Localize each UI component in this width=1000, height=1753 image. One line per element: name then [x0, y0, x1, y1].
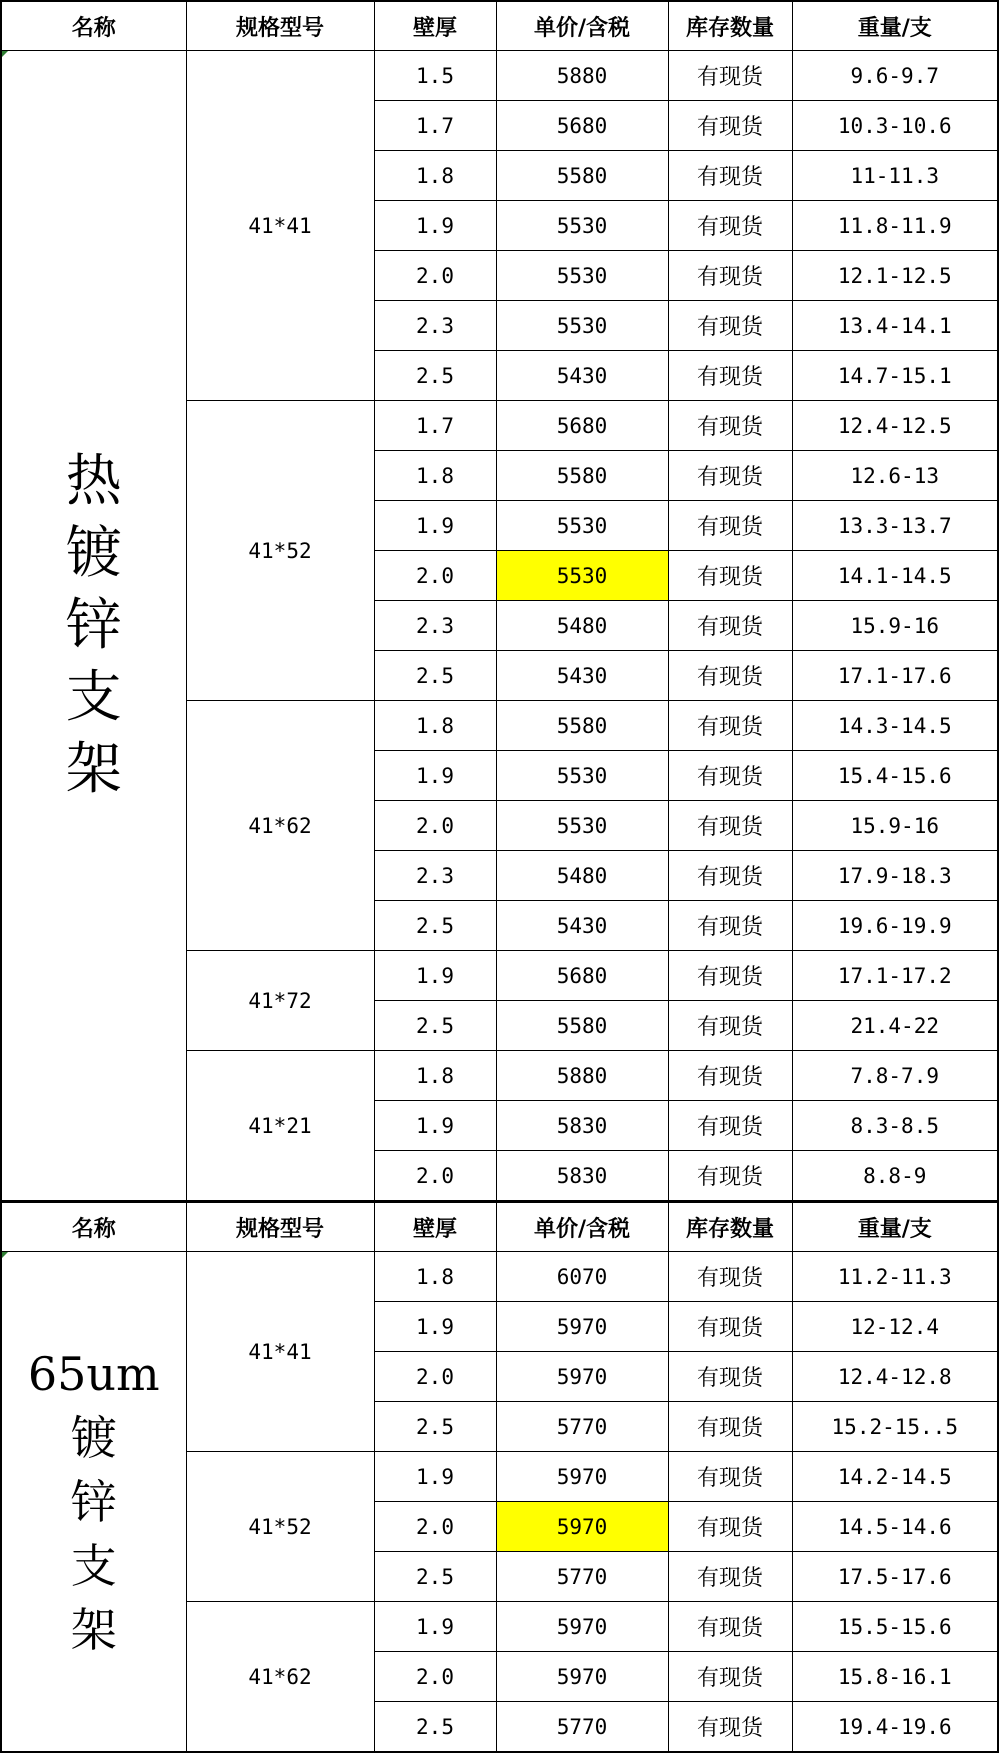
stock-cell: 有现货	[668, 301, 792, 351]
weight-cell: 9.6-9.7	[792, 51, 998, 101]
thickness-cell: 1.7	[374, 401, 496, 451]
product-name-char: 支	[65, 664, 122, 730]
price-cell: 5880	[496, 1051, 668, 1101]
stock-cell: 有现货	[668, 1702, 792, 1753]
stock-cell: 有现货	[668, 1552, 792, 1602]
price-cell: 5970	[496, 1652, 668, 1702]
weight-cell: 19.6-19.9	[792, 901, 998, 951]
weight-cell: 12.6-13	[792, 451, 998, 501]
price-cell: 5770	[496, 1552, 668, 1602]
weight-cell: 17.5-17.6	[792, 1552, 998, 1602]
header-name: 名称	[1, 1, 186, 51]
spec-cell: 41*21	[186, 1051, 374, 1202]
thickness-cell: 1.8	[374, 701, 496, 751]
header-stock: 库存数量	[668, 1, 792, 51]
thickness-cell: 2.5	[374, 1402, 496, 1452]
stock-cell: 有现货	[668, 551, 792, 601]
stock-cell: 有现货	[668, 1602, 792, 1652]
spec-cell: 41*52	[186, 401, 374, 701]
price-cell: 5970	[496, 1602, 668, 1652]
header-name: 名称	[1, 1202, 186, 1252]
price-cell: 5430	[496, 901, 668, 951]
thickness-cell: 2.0	[374, 251, 496, 301]
price-cell: 5580	[496, 1001, 668, 1051]
cell-comment-marker	[2, 1252, 8, 1258]
thickness-cell: 1.9	[374, 501, 496, 551]
weight-cell: 14.2-14.5	[792, 1452, 998, 1502]
weight-cell: 12.1-12.5	[792, 251, 998, 301]
thickness-cell: 2.3	[374, 851, 496, 901]
price-cell: 5830	[496, 1101, 668, 1151]
product-name-char: 热	[65, 448, 122, 514]
weight-cell: 17.1-17.6	[792, 651, 998, 701]
product-name-cell	[1, 51, 186, 1202]
header-price: 单价/含税	[496, 1202, 668, 1252]
stock-cell: 有现货	[668, 1001, 792, 1051]
price-cell: 5680	[496, 101, 668, 151]
thickness-cell: 2.0	[374, 1352, 496, 1402]
thickness-cell: 1.9	[374, 1302, 496, 1352]
thickness-cell: 1.9	[374, 951, 496, 1001]
weight-cell: 14.7-15.1	[792, 351, 998, 401]
thickness-cell: 1.5	[374, 51, 496, 101]
price-cell: 5580	[496, 451, 668, 501]
stock-cell: 有现货	[668, 601, 792, 651]
stock-cell: 有现货	[668, 451, 792, 501]
price-cell: 5580	[496, 701, 668, 751]
table-row	[1, 51, 998, 101]
spec-cell: 41*62	[186, 1602, 374, 1753]
stock-cell: 有现货	[668, 151, 792, 201]
price-cell: 5970	[496, 1352, 668, 1402]
price-cell: 5970	[496, 1302, 668, 1352]
header-spec: 规格型号	[186, 1202, 374, 1252]
stock-cell: 有现货	[668, 1352, 792, 1402]
weight-cell: 19.4-19.6	[792, 1702, 998, 1753]
stock-cell: 有现货	[668, 1452, 792, 1502]
stock-cell: 有现货	[668, 851, 792, 901]
weight-cell: 15.5-15.6	[792, 1602, 998, 1652]
thickness-cell: 2.5	[374, 1552, 496, 1602]
stock-cell: 有现货	[668, 351, 792, 401]
product-name-char: 65um	[27, 1346, 160, 1401]
weight-cell: 7.8-7.9	[792, 1051, 998, 1101]
thickness-cell: 2.5	[374, 901, 496, 951]
thickness-cell: 1.8	[374, 451, 496, 501]
price-cell: 6070	[496, 1252, 668, 1302]
stock-cell: 有现货	[668, 251, 792, 301]
price-cell: 5680	[496, 401, 668, 451]
thickness-cell: 1.8	[374, 1051, 496, 1101]
stock-cell: 有现货	[668, 801, 792, 851]
thickness-cell: 1.7	[374, 101, 496, 151]
header-row	[1, 1, 998, 51]
price-cell: 5530	[496, 551, 668, 601]
weight-cell: 12.4-12.5	[792, 401, 998, 451]
price-cell: 5970	[496, 1502, 668, 1552]
header-thickness: 壁厚	[374, 1, 496, 51]
thickness-cell: 2.5	[374, 1702, 496, 1753]
thickness-cell: 2.5	[374, 351, 496, 401]
thickness-cell: 2.0	[374, 1151, 496, 1202]
stock-cell: 有现货	[668, 901, 792, 951]
header-price: 单价/含税	[496, 1, 668, 51]
weight-cell: 13.3-13.7	[792, 501, 998, 551]
thickness-cell: 2.3	[374, 301, 496, 351]
stock-cell: 有现货	[668, 651, 792, 701]
stock-cell: 有现货	[668, 701, 792, 751]
header-row	[1, 1202, 998, 1252]
header-stock: 库存数量	[668, 1202, 792, 1252]
stock-cell: 有现货	[668, 1302, 792, 1352]
weight-cell: 15.9-16	[792, 801, 998, 851]
product-name-char: 架	[70, 1602, 117, 1657]
stock-cell: 有现货	[668, 1252, 792, 1302]
price-cell: 5480	[496, 851, 668, 901]
thickness-cell: 2.5	[374, 1001, 496, 1051]
stock-cell: 有现货	[668, 951, 792, 1001]
product-name-char: 镀	[65, 520, 122, 586]
weight-cell: 12-12.4	[792, 1302, 998, 1352]
spec-cell: 41*41	[186, 51, 374, 401]
product-name-char: 锌	[65, 592, 122, 658]
thickness-cell: 2.0	[374, 801, 496, 851]
thickness-cell: 2.3	[374, 601, 496, 651]
price-cell: 5530	[496, 501, 668, 551]
weight-cell: 8.3-8.5	[792, 1101, 998, 1151]
weight-cell: 14.1-14.5	[792, 551, 998, 601]
stock-cell: 有现货	[668, 201, 792, 251]
thickness-cell: 1.9	[374, 1452, 496, 1502]
weight-cell: 8.8-9	[792, 1151, 998, 1202]
product-name-char: 镀	[70, 1410, 117, 1465]
stock-cell: 有现货	[668, 51, 792, 101]
stock-cell: 有现货	[668, 1151, 792, 1202]
stock-cell: 有现货	[668, 1502, 792, 1552]
price-cell: 5830	[496, 1151, 668, 1202]
weight-cell: 10.3-10.6	[792, 101, 998, 151]
product-name-char: 锌	[70, 1474, 117, 1529]
weight-cell: 14.5-14.6	[792, 1502, 998, 1552]
header-spec: 规格型号	[186, 1, 374, 51]
stock-cell: 有现货	[668, 101, 792, 151]
spec-cell: 41*62	[186, 701, 374, 951]
thickness-cell: 1.8	[374, 1252, 496, 1302]
product-name-cell	[1, 1252, 186, 1753]
weight-cell: 15.4-15.6	[792, 751, 998, 801]
table-row	[1, 1252, 998, 1302]
weight-cell: 15.9-16	[792, 601, 998, 651]
price-cell: 5480	[496, 601, 668, 651]
price-cell: 5530	[496, 251, 668, 301]
stock-cell: 有现货	[668, 501, 792, 551]
product-name-char: 支	[70, 1538, 117, 1593]
product-name-char: 架	[65, 736, 122, 802]
price-cell: 5530	[496, 201, 668, 251]
thickness-cell: 1.9	[374, 201, 496, 251]
weight-cell: 17.9-18.3	[792, 851, 998, 901]
spec-cell: 41*52	[186, 1452, 374, 1602]
price-cell: 5580	[496, 151, 668, 201]
header-weight: 重量/支	[792, 1, 998, 51]
cell-comment-marker	[2, 51, 8, 57]
thickness-cell: 1.8	[374, 151, 496, 201]
weight-cell: 11.8-11.9	[792, 201, 998, 251]
weight-cell: 13.4-14.1	[792, 301, 998, 351]
price-cell: 5680	[496, 951, 668, 1001]
price-cell: 5430	[496, 351, 668, 401]
weight-cell: 14.3-14.5	[792, 701, 998, 751]
header-weight: 重量/支	[792, 1202, 998, 1252]
stock-cell: 有现货	[668, 1652, 792, 1702]
weight-cell: 21.4-22	[792, 1001, 998, 1051]
thickness-cell: 1.9	[374, 1101, 496, 1151]
stock-cell: 有现货	[668, 1051, 792, 1101]
stock-cell: 有现货	[668, 1402, 792, 1452]
weight-cell: 12.4-12.8	[792, 1352, 998, 1402]
thickness-cell: 2.0	[374, 551, 496, 601]
stock-cell: 有现货	[668, 1101, 792, 1151]
price-cell: 5530	[496, 801, 668, 851]
spec-cell: 41*72	[186, 951, 374, 1051]
thickness-cell: 2.0	[374, 1652, 496, 1702]
thickness-cell: 1.9	[374, 751, 496, 801]
weight-cell: 11.2-11.3	[792, 1252, 998, 1302]
price-cell: 5530	[496, 751, 668, 801]
price-cell: 5880	[496, 51, 668, 101]
price-cell: 5770	[496, 1702, 668, 1753]
weight-cell: 15.8-16.1	[792, 1652, 998, 1702]
header-thickness: 壁厚	[374, 1202, 496, 1252]
weight-cell: 17.1-17.2	[792, 951, 998, 1001]
price-cell: 5970	[496, 1452, 668, 1502]
stock-cell: 有现货	[668, 401, 792, 451]
stock-cell: 有现货	[668, 751, 792, 801]
price-cell: 5530	[496, 301, 668, 351]
weight-cell: 15.2-15..5	[792, 1402, 998, 1452]
price-cell: 5430	[496, 651, 668, 701]
weight-cell: 11-11.3	[792, 151, 998, 201]
thickness-cell: 1.9	[374, 1602, 496, 1652]
spec-cell: 41*41	[186, 1252, 374, 1452]
price-cell: 5770	[496, 1402, 668, 1452]
thickness-cell: 2.0	[374, 1502, 496, 1552]
thickness-cell: 2.5	[374, 651, 496, 701]
